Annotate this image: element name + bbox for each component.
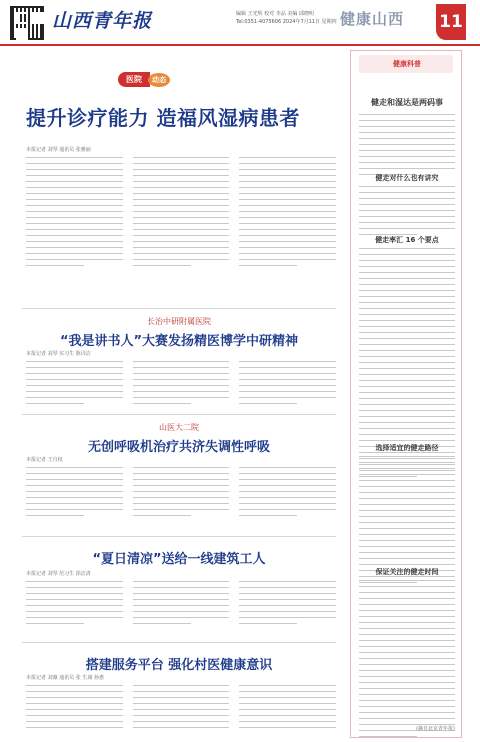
column-body-4 [359,455,455,584]
column-headline: 健走和湿达是两码事 [371,98,443,107]
column-body-2 [359,185,455,236]
headline-byline: 本报记者 刘琴 通讯员 张雅丽 [26,147,91,153]
article3-byline: 本报记者 王自权 [26,457,63,463]
banner-tag-hospital: 医院 [118,72,150,87]
article2-byline: 本报记者 刘琴 实习生 陈诗洁 [26,351,91,357]
header-meta-line1: 编辑 王光辉 校对 李品 美编 邱晓明 [236,11,314,17]
article2-kicker: 长治中研附属医院 [147,317,211,326]
article5-byline: 本报记者 刘薇 通讯员 张 生康 孙惠 [26,675,104,681]
article5-title: 搭建服务平台 强化村医健康意识 [85,658,273,673]
headline-body [26,156,336,300]
newspaper-logo: 山西青年报 [52,10,153,32]
article2-title: “我是讲书人”大赛发扬精医博学中研精神 [59,334,299,349]
article4-body [26,580,336,632]
divider [22,536,336,537]
divider [22,414,336,415]
main-articles-column [22,50,336,738]
health-science-column [350,50,462,738]
hospital-news-banner [118,72,170,87]
banner-tag-news: 动态 [148,73,170,87]
section-heading-1: 健走对什么也有讲究 [375,174,439,182]
column-body-5 [359,579,455,738]
headline: 提升诊疗能力 造福风湿病患者 [26,106,300,130]
header-meta [236,10,337,26]
section-heading-2: 健走率汇 16 个要点 [375,236,439,244]
column-title: 健康科普 [393,60,421,68]
page-number: 11 [436,4,466,40]
divider [22,642,336,643]
article3-title: 无创呼吸机治疗共济失调性呼吸 [87,440,270,455]
article5-body [26,684,336,734]
article4-title: “夏日清凉”送给一线建筑工人 [92,552,266,567]
article3-body [26,466,336,524]
qr-code-icon [10,6,44,40]
article3-kicker: 山医大二院 [159,423,199,432]
header-meta-line2: Tel:0351-4075606 2024年7月11日 星期四 [236,19,337,25]
column-source-note: (摘自北京青年报) [416,726,455,732]
article2-body [26,360,336,410]
section-heading-3: 选择适宜的健走路径 [375,444,439,452]
newspaper-header [0,0,480,46]
section-title: 健康山西 [340,10,405,28]
section-heading-4: 保证关注的健走时间 [375,568,439,576]
column-body-1 [359,113,455,176]
divider [22,308,336,309]
article4-byline: 本报记者 刘琴 范习生 徐洁清 [26,571,91,577]
